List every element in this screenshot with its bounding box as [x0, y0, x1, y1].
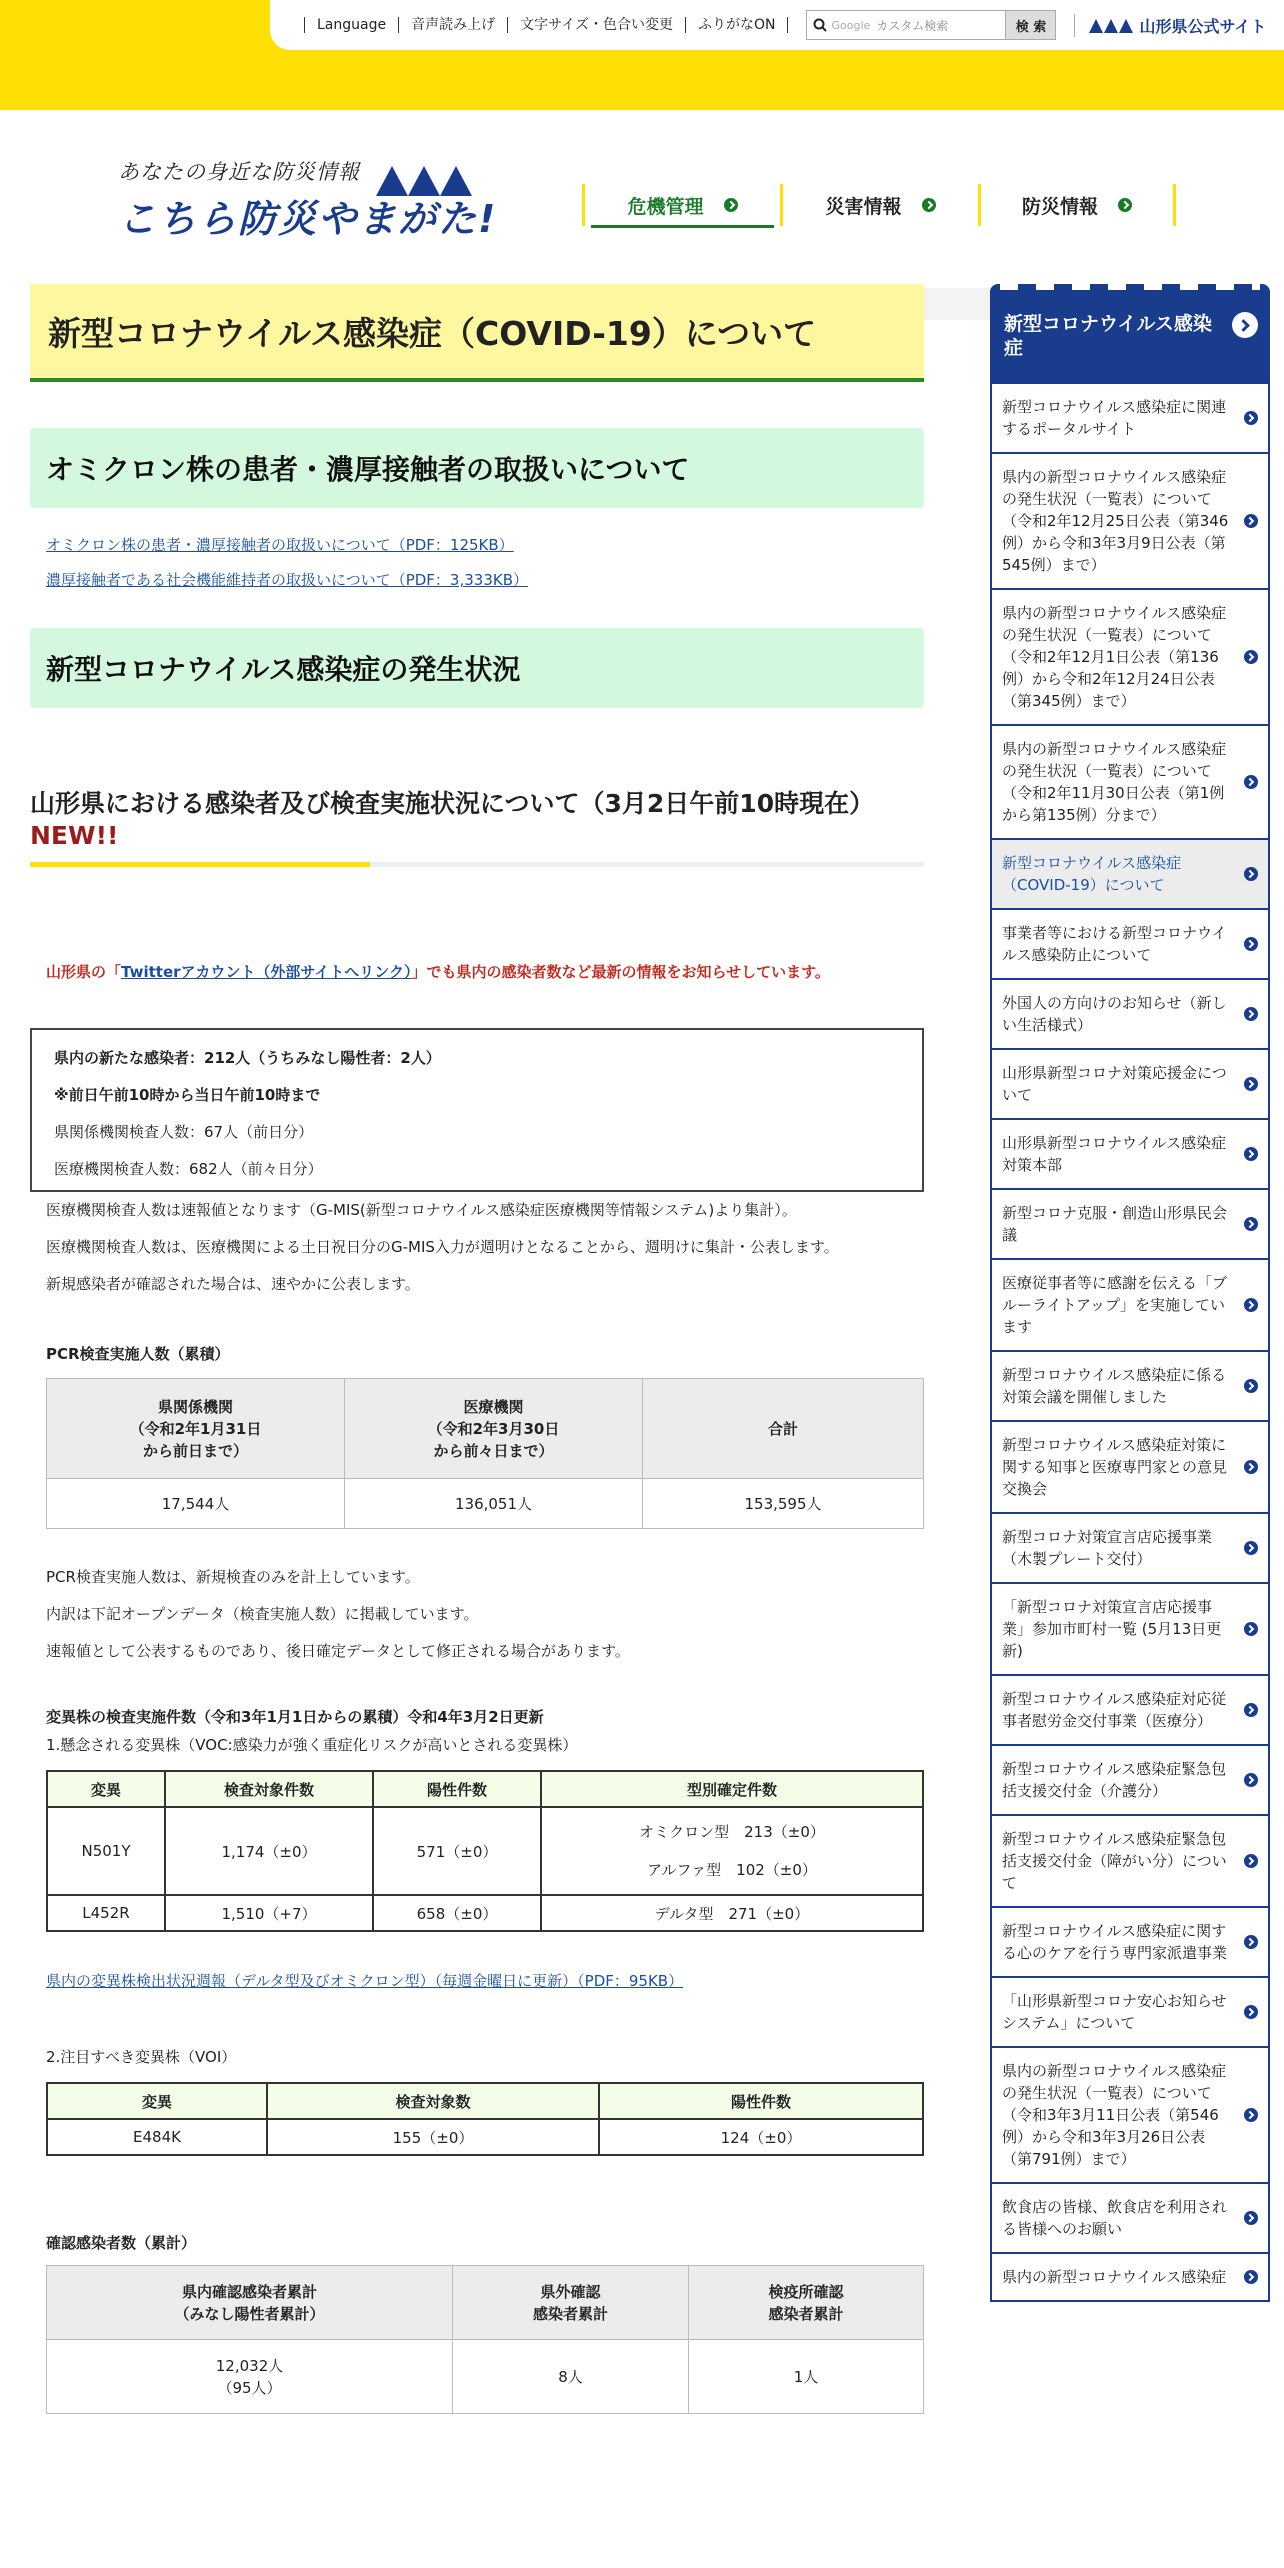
- note-2: 医療機関検査人数は、医療機関による土日祝日分のG-MIS入力が週明けとなることから、週明けに集計・公表します。: [46, 1238, 839, 1256]
- mountain-logo-icon: [376, 162, 472, 196]
- voc-row-l452r-name: L452R: [47, 1895, 165, 1931]
- arrow-circle-icon: [1232, 312, 1258, 338]
- arrow-circle-icon: [1244, 937, 1258, 951]
- confirmed-header-quarantine: 検疫所確認 感染者累計: [689, 2266, 924, 2340]
- page-title: 新型コロナウイルス感染症（COVID-19）について: [30, 284, 924, 382]
- arrow-circle-icon: [1244, 514, 1258, 528]
- arrow-circle-icon: [1244, 1217, 1258, 1231]
- title-underline: [30, 862, 924, 867]
- sidebar-item-label: 新型コロナウイルス感染症に係る対策会議を開催しました: [1002, 1366, 1227, 1406]
- arrow-circle-icon: [1118, 198, 1132, 212]
- sidebar-item-label: 県内の新型コロナウイルス感染症: [1002, 2268, 1227, 2286]
- sidebar-item[interactable]: [990, 1584, 1270, 1676]
- sidebar-item-label: 新型コロナ対策宣言店応援事業（木製プレート交付）: [1002, 1528, 1213, 1568]
- confirmed-header-pref: 県内確認感染者累計 （みなし陽性者累計）: [47, 2266, 453, 2340]
- utility-bar: [270, 0, 1284, 50]
- section-outbreak-title: 新型コロナウイルス感染症の発生状況: [30, 628, 924, 708]
- sidebar-item-label: 新型コロナ克服・創造山形県民会議: [1002, 1204, 1228, 1244]
- sidebar-item-label: 新型コロナウイルス感染症に関連するポータルサイト: [1002, 398, 1227, 438]
- twitter-post: 」でも県内の感染者数など最新の情報をお知らせしています。: [411, 963, 830, 981]
- voi-title: 2.注目すべき変異株（VOI）: [46, 2048, 237, 2066]
- official-site-link[interactable]: [1074, 14, 1266, 37]
- arrow-circle-icon: [1244, 1298, 1258, 1312]
- official-site-label: 山形県公式サイト: [1139, 16, 1267, 36]
- sidebar-item-label: 県内の新型コロナウイルス感染症の発生状況（一覧表）について（令和2年12月1日公表（第136例）から令和2年12月24日公表（第345例）まで）: [1002, 604, 1227, 710]
- arrow-circle-icon: [1244, 1379, 1258, 1393]
- twitter-pre: 山形県の「: [46, 963, 122, 981]
- arrow-circle-icon: [1244, 1703, 1258, 1717]
- omicron-count: オミクロン型 213（±0）: [639, 1823, 825, 1841]
- arrow-circle-icon: [1244, 1773, 1258, 1787]
- arrow-circle-icon: [1244, 1147, 1258, 1161]
- search-button[interactable]: 検 索: [1006, 10, 1056, 40]
- sidebar-item[interactable]: [990, 1676, 1270, 1746]
- sidebar-list: [990, 384, 1270, 2302]
- sidebar-item[interactable]: [990, 2254, 1270, 2302]
- yamagata-logo-icon: [1089, 17, 1133, 33]
- twitter-link[interactable]: Twitterアカウント（外部サイトへリンク）: [121, 963, 412, 981]
- search-form: [806, 10, 1056, 40]
- arrow-circle-icon: [1244, 1622, 1258, 1636]
- sidebar-item-label: 「山形県新型コロナ安心お知らせシステム」について: [1002, 1992, 1227, 2032]
- alpha-count: アルファ型 102（±0）: [647, 1861, 817, 1879]
- pcr-header-total: 合計: [643, 1379, 924, 1479]
- voi-table: [46, 2082, 924, 2156]
- arrow-circle-icon: [1244, 867, 1258, 881]
- sidebar-item-label: 山形県新型コロナウイルス感染症対策本部: [1002, 1134, 1227, 1174]
- sidebar-item-label: 「新型コロナ対策宣言店応援事業」参加市町村一覧 (5月13日更新): [1002, 1598, 1222, 1660]
- close-contact-pdf-link[interactable]: 濃厚接触者である社会機能維持者の取扱いについて（PDF：3,333KB）: [46, 571, 528, 589]
- sidebar-item[interactable]: [990, 2048, 1270, 2184]
- voc-row-l452r-types: デルタ型 271（±0）: [541, 1895, 923, 1931]
- voice-reading-link[interactable]: 音声読み上げ: [398, 17, 507, 33]
- arrow-circle-icon: [1244, 1854, 1258, 1868]
- gnav-disaster-info[interactable]: [780, 184, 978, 226]
- sidebar-item[interactable]: [990, 1352, 1270, 1422]
- period-note: ※前日午前10時から当日午前10時まで: [54, 1086, 321, 1104]
- voc-row-n501y-name: N501Y: [47, 1807, 165, 1895]
- pcr-title: PCR検査実施人数（累積）: [46, 1345, 230, 1363]
- sidebar-item-label: 外国人の方向けのお知らせ（新しい生活様式）: [1002, 994, 1227, 1034]
- section-omicron-title: オミクロン株の患者・濃厚接触者の取扱いについて: [30, 428, 924, 508]
- language-link[interactable]: Language: [304, 17, 398, 33]
- gnav-prevention-info[interactable]: [978, 184, 1176, 226]
- sidebar-item-label: 事業者等における新型コロナウイルス感染防止について: [1002, 924, 1227, 964]
- voc-row-n501y-types: [541, 1807, 923, 1895]
- arrow-circle-icon: [922, 198, 936, 212]
- sidebar-item-label: 新型コロナウイルス感染症（COVID-19）について: [1002, 854, 1182, 894]
- voi-row-positive: 124（±0）: [599, 2119, 923, 2155]
- pcr-value-medical: 136,051人: [345, 1479, 643, 1529]
- sidebar-item-label: 山形県新型コロナ対策応援金について: [1002, 1064, 1227, 1104]
- pcr-note-3: 速報値として公表するものであり、後日確定データとして修正される場合があります。: [46, 1642, 630, 1660]
- voc-row-n501y-positive: 571（±0）: [373, 1807, 541, 1895]
- main-content: [30, 284, 924, 2414]
- sidebar-item-label: 新型コロナウイルス感染症緊急包括支援交付金（障がい分）について: [1002, 1830, 1227, 1892]
- voc-row-n501y-tested: 1,174（±0）: [165, 1807, 373, 1895]
- voi-header-variant: 変異: [47, 2083, 267, 2119]
- search-input[interactable]: [806, 10, 1006, 40]
- sidebar-item[interactable]: [990, 590, 1270, 726]
- sidebar-item[interactable]: [990, 1260, 1270, 1352]
- gnav-crisis-management[interactable]: [582, 184, 780, 226]
- sidebar: [990, 284, 1270, 2302]
- sidebar-item[interactable]: [990, 726, 1270, 840]
- search-icon: [813, 18, 827, 32]
- sidebar-item[interactable]: [990, 1050, 1270, 1120]
- voc-header-tested: 検査対象件数: [165, 1771, 373, 1807]
- search-placeholder: カスタム検索: [876, 18, 949, 33]
- sidebar-title: 新型コロナウイルス感染症: [1004, 313, 1212, 359]
- pcr-note-2: 内訳は下記オープンデータ（検査実施人数）に掲載しています。: [46, 1605, 479, 1623]
- gnav-label: 危機管理: [627, 195, 704, 218]
- sidebar-item-label: 新型コロナウイルス感染症緊急包括支援交付金（介護分）: [1002, 1760, 1227, 1800]
- sidebar-item[interactable]: [990, 1422, 1270, 1514]
- new-cases-box: [30, 1028, 924, 1192]
- arrow-circle-icon: [1244, 1007, 1258, 1021]
- pcr-value-total: 153,595人: [643, 1479, 924, 1529]
- omicron-pdf-link[interactable]: オミクロン株の患者・濃厚接触者の取扱いについて（PDF：125KB）: [46, 536, 514, 554]
- sidebar-item-label: 新型コロナウイルス感染症対策に関する知事と医療専門家との意見交換会: [1002, 1436, 1228, 1498]
- arrow-circle-icon: [1244, 650, 1258, 664]
- note-3: 新規感染者が確認された場合は、速やかに公表します。: [46, 1275, 420, 1293]
- confirmed-table: [46, 2265, 924, 2414]
- arrow-circle-icon: [1244, 2270, 1258, 2284]
- sidebar-item[interactable]: [990, 840, 1270, 910]
- arrow-circle-icon: [1244, 1541, 1258, 1555]
- sidebar-item[interactable]: [990, 1816, 1270, 1908]
- arrow-circle-icon: [1244, 1460, 1258, 1474]
- top-yellow-band: [0, 0, 1284, 110]
- sidebar-item[interactable]: [990, 454, 1270, 590]
- pcr-value-pref: 17,544人: [47, 1479, 345, 1529]
- arrow-circle-icon: [1244, 2005, 1258, 2019]
- google-label: Google: [831, 18, 871, 32]
- sidebar-item-label: 医療従事者等に感謝を伝える「ブルーライトアップ」を実施しています: [1002, 1274, 1228, 1336]
- arrow-circle-icon: [1244, 411, 1258, 425]
- sidebar-item[interactable]: [990, 384, 1270, 454]
- confirmed-value-quarantine: 1人: [689, 2340, 924, 2414]
- sidebar-item-label: 県内の新型コロナウイルス感染症の発生状況（一覧表）について（令和3年3月11日公表（第546例）から令和3年3月26日公表（第791例）まで）: [1002, 2062, 1227, 2168]
- voc-title: 1.懸念される変異株（VOC:感染力が強く重症化リスクが高いとされる変異株）: [46, 1736, 578, 1754]
- pcr-header-pref: 県関係機関 （令和2年1月31日 から前日まで）: [47, 1379, 345, 1479]
- sidebar-item-label: 新型コロナウイルス感染症対応従事者慰労金交付事業（医療分）: [1002, 1690, 1227, 1730]
- voc-row-l452r-positive: 658（±0）: [373, 1895, 541, 1931]
- gnav-label: 災害情報: [825, 195, 902, 218]
- pcr-table: [46, 1378, 924, 1529]
- confirmed-title: 確認感染者数（累計）: [46, 2234, 197, 2252]
- sidebar-item[interactable]: [990, 980, 1270, 1050]
- pcr-note-1: PCR検査実施人数は、新規検査のみを計上しています。: [46, 1568, 420, 1586]
- voi-row-name: E484K: [47, 2119, 267, 2155]
- variant-weekly-pdf-link[interactable]: 県内の変異株検出状況週報（デルタ型及びオミクロン型）（毎週金曜日に更新）（PDF：95KB）: [46, 1972, 684, 1990]
- sidebar-item-label: 県内の新型コロナウイルス感染症の発生状況（一覧表）について（令和2年12月25日公表（第346例）から令和3年3月9日公表（第545例）まで）: [1002, 468, 1229, 574]
- arrow-circle-icon: [1244, 2108, 1258, 2122]
- pref-tests: 県関係機関検査人数：67人（前日分）: [54, 1123, 314, 1141]
- voc-row-l452r-tested: 1,510（+7）: [165, 1895, 373, 1931]
- logo-title: こちら防災やまがた!: [118, 197, 498, 241]
- voc-header-types: 型別確定件数: [541, 1771, 923, 1807]
- sidebar-item-label: 飲食店の皆様、飲食店を利用される皆様へのお願い: [1002, 2198, 1228, 2238]
- global-nav: [582, 184, 1176, 226]
- section-status-title: [30, 788, 924, 852]
- sidebar-item-label: 県内の新型コロナウイルス感染症の発生状況（一覧表）について（令和2年11月30日公表（第1例から第135例）分まで）: [1002, 740, 1227, 824]
- sidebar-item[interactable]: [990, 1746, 1270, 1816]
- pcr-header-medical: 医療機関 （令和2年3月30日 から前々日まで）: [345, 1379, 643, 1479]
- confirmed-header-outside: 県外確認 感染者累計: [453, 2266, 689, 2340]
- status-title-text: 山形県における感染者及び検査実施状況について（3月2日午前10時現在）: [30, 789, 875, 818]
- confirmed-value-outside: 8人: [453, 2340, 689, 2414]
- sidebar-header[interactable]: [990, 284, 1270, 384]
- arrow-circle-icon: [1244, 1077, 1258, 1091]
- sidebar-item[interactable]: [990, 1514, 1270, 1584]
- new-cases: 県内の新たな感染者：212人（うちみなし陽性者：2人）: [54, 1049, 441, 1067]
- gnav-label: 防災情報: [1021, 195, 1098, 218]
- sidebar-item[interactable]: [990, 1190, 1270, 1260]
- logo-tagline: あなたの身近な防災情報: [118, 160, 360, 184]
- sidebar-item[interactable]: [990, 1120, 1270, 1190]
- furigana-link[interactable]: ふりがなON: [685, 17, 789, 33]
- arrow-circle-icon: [1244, 2211, 1258, 2225]
- arrow-circle-icon: [1244, 775, 1258, 789]
- variant-title: 変異株の検査実施件数（令和3年1月1日からの累積）令和4年3月2日更新: [46, 1708, 544, 1726]
- sidebar-item[interactable]: [990, 1978, 1270, 2048]
- sidebar-item[interactable]: [990, 910, 1270, 980]
- voc-header-variant: 変異: [47, 1771, 165, 1807]
- medical-tests: 医療機関検査人数：682人（前々日分）: [54, 1160, 323, 1178]
- font-size-color-link[interactable]: 文字サイズ・色合い変更: [507, 17, 685, 33]
- confirmed-value-pref: 12,032人 （95人）: [47, 2340, 453, 2414]
- site-logo[interactable]: [118, 156, 528, 246]
- voc-header-positive: 陽性件数: [373, 1771, 541, 1807]
- voc-table: [46, 1770, 924, 1932]
- sidebar-item[interactable]: [990, 1908, 1270, 1978]
- voi-row-tested: 155（±0）: [267, 2119, 599, 2155]
- twitter-notice: [46, 961, 924, 982]
- note-1: 医療機関検査人数は速報値となります（G-MIS(新型コロナウイルス感染症医療機関等情報システム)より集計）。: [46, 1201, 797, 1219]
- arrow-circle-icon: [724, 198, 738, 212]
- new-badge: NEW!!: [30, 821, 119, 850]
- sidebar-item[interactable]: [990, 2184, 1270, 2254]
- sidebar-item-label: 新型コロナウイルス感染症に関する心のケアを行う専門家派遣事業: [1002, 1922, 1228, 1962]
- arrow-circle-icon: [1244, 1935, 1258, 1949]
- voi-header-positive: 陽性件数: [599, 2083, 923, 2119]
- voi-header-tested: 検査対象数: [267, 2083, 599, 2119]
